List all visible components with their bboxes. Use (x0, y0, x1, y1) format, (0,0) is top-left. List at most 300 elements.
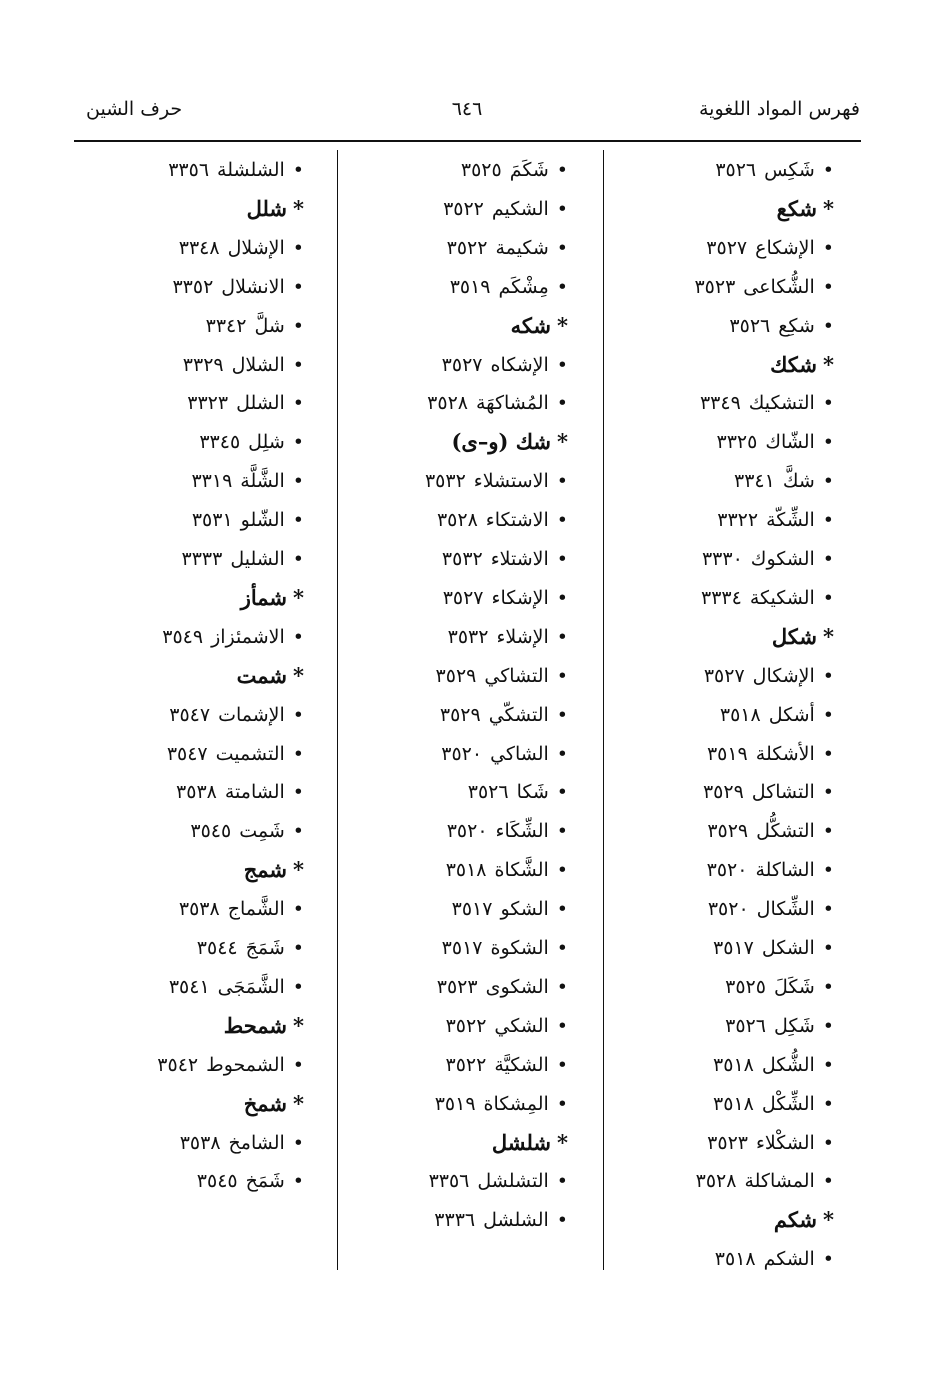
index-entry (703, 774, 834, 810)
bullet-marker: • (292, 975, 304, 998)
root-word: شمج (243, 857, 288, 883)
entry-word: الإشكاع (755, 236, 815, 259)
index-entry (206, 308, 304, 344)
bullet-marker: • (822, 275, 834, 298)
bullet-marker: • (822, 859, 834, 882)
index-entry (429, 1163, 568, 1199)
entry-number: ٣٥٣٨ (176, 781, 217, 804)
index-entry (190, 813, 304, 849)
entry-word: الشكْلاء (756, 1131, 815, 1154)
star-marker: * (293, 584, 304, 610)
entry-number: ٣٥٣٨ (178, 898, 220, 921)
bullet-marker: • (822, 509, 834, 532)
column-divider (337, 150, 338, 1270)
index-entry (182, 541, 304, 577)
index-entry (172, 269, 304, 305)
entry-number: ٣٥٤٥ (196, 1170, 238, 1193)
entry-number: ٣٥٢٣ (707, 1131, 748, 1154)
entry-word: التشكُّل (756, 820, 815, 843)
entry-word: شَكَمَ (509, 159, 549, 181)
index-entry (729, 308, 834, 344)
bullet-marker: • (292, 1131, 304, 1154)
entry-number: ٣٥٢٦ (715, 159, 757, 181)
index-entry (176, 774, 304, 810)
entry-word: التشلشل (477, 1170, 549, 1193)
index-entry (179, 891, 304, 927)
entry-number: ٣٣٢٩ (182, 353, 224, 376)
root-word: شكك (770, 351, 818, 377)
entry-number: ٣٥٢٩ (702, 781, 744, 804)
entry-word: الشُّكاعى (743, 275, 815, 298)
entry-word: الشلشل (483, 1209, 549, 1232)
bullet-marker: • (556, 470, 568, 493)
index-entry (169, 969, 304, 1005)
root-word: شمت (236, 662, 288, 688)
bullet-marker: • (556, 820, 568, 843)
index-entry (717, 502, 834, 538)
entry-number: ٣٥١٨ (713, 1092, 754, 1115)
bullet-marker: • (556, 275, 568, 298)
index-entry (702, 541, 834, 577)
entry-number: ٣٥٤٤ (196, 937, 238, 959)
entry-word: الشلشلة (217, 159, 285, 181)
entry-word: الاشتكاء (485, 509, 549, 532)
star-marker: * (557, 312, 568, 338)
bullet-marker: • (292, 470, 304, 493)
bullet-marker: • (556, 859, 568, 882)
entry-number: ٣٣٣٠ (701, 548, 743, 570)
index-entry (442, 930, 568, 966)
index-entry (169, 697, 304, 733)
bullet-marker: • (556, 703, 568, 726)
header-rule (74, 140, 861, 142)
entry-number: ٣٥٢٠ (446, 820, 488, 843)
section-title: فهرس المواد اللغوية (698, 98, 860, 120)
index-entry (192, 502, 304, 538)
index-entry (704, 658, 834, 694)
entry-number: ٣٥٢٩ (707, 820, 749, 843)
entry-number: ٣٥٢٢ (445, 1053, 487, 1076)
entry-word: التشكيك (748, 392, 815, 415)
bullet-marker: • (292, 742, 304, 765)
entry-number: ٣٥٢٢ (445, 1014, 487, 1037)
bullet-marker: • (292, 392, 304, 415)
entry-word: الشِّكال (756, 898, 815, 921)
entry-number: ٣٥٣٢ (447, 625, 489, 648)
index-entry (437, 502, 568, 538)
entry-word: المِشكاة (483, 1092, 549, 1115)
entry-number: ٣٥٢٠ (707, 898, 749, 921)
bullet-marker: • (292, 703, 304, 726)
bullet-marker: • (556, 392, 568, 415)
entry-number: ٣٥١٩ (434, 1092, 476, 1115)
entry-number: ٣٥٣٨ (179, 1131, 221, 1154)
entry-number: ٣٥٢٠ (706, 859, 748, 882)
entry-number: ٣٥٢٩ (439, 703, 481, 726)
index-entry (157, 1047, 304, 1083)
entry-number: ٣٣٤٥ (199, 431, 241, 454)
bullet-marker: • (556, 159, 568, 181)
bullet-marker: • (556, 781, 568, 804)
star-marker: * (293, 662, 304, 688)
root-heading (244, 1086, 304, 1122)
star-marker: * (823, 195, 834, 221)
entry-word: الشكوك (750, 548, 815, 570)
bullet-marker: • (822, 1170, 834, 1193)
index-entry (437, 969, 568, 1005)
root-heading (774, 1202, 834, 1238)
bullet-marker: • (292, 431, 304, 454)
entry-number: ٣٥٢٦ (729, 314, 771, 337)
entry-number: ٣٥٤٥ (190, 820, 232, 843)
bullet-marker: • (822, 703, 834, 726)
index-entry (734, 463, 834, 499)
index-entry (434, 1202, 568, 1238)
entry-number: ٣٥٢٨ (427, 392, 468, 415)
entry-word: الشَّماج (227, 898, 285, 921)
entry-word: الاشمئزاز (211, 625, 285, 648)
entry-word: شلِل (248, 431, 285, 454)
entry-number: ٣٣٥٢ (172, 275, 214, 298)
root-word: شلل (246, 195, 288, 221)
entry-number: ٣٥٢٥ (725, 975, 766, 998)
entry-word: شكِع (778, 314, 815, 337)
index-entry (707, 736, 834, 772)
index-entry (435, 1086, 568, 1122)
root-word: شكل (771, 623, 818, 649)
entry-word: الشَّمَجَى (217, 975, 285, 998)
entry-number: ٣٥٢٦ (467, 781, 509, 804)
entry-word: الشكم (763, 1248, 815, 1271)
entry-number: ٣٥٣٢ (424, 470, 466, 493)
entry-word: مِشْكَم (498, 275, 549, 298)
entry-word: التشميت (215, 742, 285, 765)
bullet-marker: • (822, 392, 834, 415)
index-entry (427, 385, 568, 421)
entry-word: الشِّكَاء (495, 820, 549, 843)
page-number: ٦٤٦ (451, 98, 483, 120)
bullet-marker: • (822, 1092, 834, 1115)
entry-word: الشلال (231, 353, 285, 376)
entry-number: ٣٥٣١ (191, 509, 233, 532)
entry-word: الأشكلة (755, 742, 815, 765)
bullet-marker: • (822, 1131, 834, 1154)
entry-word: التشاكل (751, 781, 815, 804)
entry-word: الشِّكّة (766, 509, 815, 532)
index-entry (720, 697, 834, 733)
star-marker: * (557, 1129, 568, 1155)
index-entry (442, 347, 568, 383)
index-entry (179, 230, 304, 266)
entry-word: الانشلال (221, 275, 285, 298)
entry-number: ٣٣٢٣ (187, 392, 229, 415)
entry-word: الإشكاء (491, 586, 549, 609)
entry-word: الشّاك (765, 431, 815, 454)
index-entry (713, 1086, 834, 1122)
entry-word: الشلل (236, 392, 285, 415)
entry-number: ٣٥١٧ (451, 898, 493, 921)
bullet-marker: • (292, 314, 304, 337)
root-heading (451, 424, 568, 460)
entry-number: ٣٥٢٨ (695, 1170, 737, 1193)
entry-number: ٣٥٤١ (168, 975, 210, 998)
root-word: شلشل (491, 1129, 552, 1155)
star-marker: * (823, 1207, 834, 1233)
entry-number: ٣٥١٨ (719, 703, 761, 726)
entry-word: شَكَلَ (773, 975, 815, 998)
bullet-marker: • (292, 236, 304, 259)
index-entry (443, 191, 568, 227)
bullet-marker: • (822, 1248, 834, 1271)
index-entry (708, 891, 834, 927)
entry-number: ٣٥٤٩ (162, 625, 204, 648)
index-entry (716, 424, 834, 460)
bullet-marker: • (822, 314, 834, 337)
index-entry (425, 463, 568, 499)
index-entry (199, 424, 304, 460)
entry-word: شَكِل (773, 1014, 815, 1037)
bullet-marker: • (822, 664, 834, 687)
index-entry (197, 1163, 304, 1199)
entry-word: شَمَجَ (245, 937, 285, 959)
bullet-marker: • (292, 820, 304, 843)
entry-word: الشكي (494, 1014, 549, 1037)
entry-number: ٣٥٢٢ (446, 236, 488, 259)
entry-number: ٣٥٢٦ (725, 1014, 766, 1037)
entry-word: الشُّكل (761, 1053, 815, 1076)
bullet-marker: • (292, 159, 304, 181)
entry-word: الشامخ (228, 1131, 285, 1154)
index-entry (713, 930, 834, 966)
index-entry (180, 1125, 304, 1161)
index-entry (707, 1125, 834, 1161)
bullet-marker: • (556, 586, 568, 609)
entry-number: ٣٥١٨ (714, 1248, 756, 1271)
bullet-marker: • (292, 1053, 304, 1076)
star-marker: * (293, 1090, 304, 1116)
root-word: شمأز (240, 584, 288, 610)
entry-word: شَمِت (239, 820, 285, 843)
root-heading (511, 308, 568, 344)
bullet-marker: • (822, 781, 834, 804)
star-marker: * (557, 429, 568, 455)
entry-number: ٣٥٤٧ (166, 742, 208, 765)
entry-word: شلَّ (254, 314, 285, 337)
root-heading (770, 347, 834, 383)
entry-number: ٣٥١٨ (713, 1053, 754, 1076)
bullet-marker: • (556, 353, 568, 376)
root-heading (244, 852, 304, 888)
root-heading (772, 619, 834, 655)
entry-word: الشكل (761, 937, 815, 959)
entry-number: ٣٣٤٩ (699, 392, 741, 415)
index-entry (696, 1163, 834, 1199)
bullet-marker: • (822, 937, 834, 959)
root-word: شكع (776, 195, 818, 221)
index-entry (162, 619, 304, 655)
root-word: شكه (510, 312, 552, 338)
index-entry (452, 891, 568, 927)
entry-word: التشاكي (484, 664, 549, 687)
index-entry (715, 152, 834, 188)
entry-number: ٣٣٣٦ (434, 1209, 476, 1232)
chapter-title: حرف الشين (86, 98, 183, 120)
bullet-marker: • (292, 548, 304, 570)
entry-word: الشكو (500, 898, 549, 921)
entry-word: الشامتة (224, 781, 285, 804)
entry-number: ٣٥٢٨ (436, 509, 478, 532)
index-entry (446, 1008, 568, 1044)
index-entry (443, 580, 568, 616)
entry-word: شكَّ (782, 470, 815, 493)
bullet-marker: • (292, 275, 304, 298)
bullet-marker: • (292, 625, 304, 648)
root-word: شمحط (223, 1012, 288, 1038)
entry-number: ٣٣٣٤ (701, 586, 742, 609)
index-entry (440, 697, 568, 733)
entry-number: ٣٣٥٦ (428, 1170, 470, 1193)
entry-word: الاستشلاء (473, 470, 549, 493)
index-entry (700, 385, 834, 421)
index-entry (725, 969, 834, 1005)
entry-word: الشاكي (490, 742, 549, 765)
index-entry (715, 1241, 834, 1277)
bullet-marker: • (822, 470, 834, 493)
entry-word: الإشمات (218, 703, 285, 726)
entry-number: ٣٥٤٧ (169, 703, 211, 726)
bullet-marker: • (556, 1053, 568, 1076)
entry-number: ٣٥٢٢ (443, 197, 484, 220)
index-entry (713, 1047, 834, 1083)
entry-word: الشكوى (485, 975, 549, 998)
entry-number: ٣٥٢٩ (435, 664, 477, 687)
index-entry (183, 347, 304, 383)
bullet-marker: • (556, 937, 568, 959)
entry-number: ٣٥٢٠ (441, 742, 483, 765)
index-entry (447, 813, 568, 849)
index-entry (436, 658, 568, 694)
entry-word: الشكيم (491, 197, 549, 220)
entry-word: شَكِس (764, 159, 815, 181)
entry-number: ٣٥٢٧ (441, 353, 483, 376)
root-heading (777, 191, 834, 227)
bullet-marker: • (556, 236, 568, 259)
entry-number: ٣٣٢٥ (716, 431, 758, 454)
entry-number: ٣٣٢٢ (717, 509, 759, 532)
entry-number: ٣٥١٧ (713, 937, 754, 959)
bullet-marker: • (556, 1209, 568, 1232)
entry-word: الإشلال (227, 236, 285, 259)
bullet-marker: • (822, 1014, 834, 1037)
index-entry (448, 619, 568, 655)
bullet-marker: • (822, 236, 834, 259)
index-entry (707, 813, 834, 849)
root-heading (224, 1008, 304, 1044)
bullet-marker: • (292, 898, 304, 921)
column-divider (603, 150, 604, 1270)
index-entry (694, 269, 834, 305)
bullet-marker: • (556, 197, 568, 220)
index-entry (461, 152, 568, 188)
entry-number: ٣٥٤٢ (157, 1053, 199, 1076)
entry-number: ٣٣٤٢ (205, 314, 247, 337)
entry-word: الإشكاه (490, 353, 549, 376)
index-entry (707, 852, 834, 888)
star-marker: * (823, 623, 834, 649)
index-entry (725, 1008, 834, 1044)
bullet-marker: • (292, 353, 304, 376)
star-marker: * (293, 857, 304, 883)
bullet-marker: • (292, 781, 304, 804)
bullet-marker: • (822, 975, 834, 998)
bullet-marker: • (822, 586, 834, 609)
entry-word: الإشكال (752, 664, 815, 687)
entry-number: ٣٥١٩ (706, 742, 748, 765)
entry-word: شَمَخ (245, 1170, 285, 1193)
bullet-marker: • (292, 509, 304, 532)
entry-number: ٣٥١٧ (441, 937, 483, 959)
entry-number: ٣٣١٩ (191, 470, 233, 493)
star-marker: * (823, 351, 834, 377)
bullet-marker: • (556, 509, 568, 532)
entry-word: الشَّلَّة (240, 470, 285, 493)
bullet-marker: • (822, 820, 834, 843)
entry-number: ٣٣٤٨ (178, 236, 220, 259)
bullet-marker: • (556, 625, 568, 648)
bullet-marker: • (556, 898, 568, 921)
root-word: شك (و–ى) (451, 429, 552, 455)
bullet-marker: • (556, 742, 568, 765)
entry-word: المُشاكهَة (476, 392, 549, 415)
index-entry (447, 230, 568, 266)
root-word: شكم (773, 1207, 818, 1233)
root-heading (492, 1125, 568, 1161)
page-header (74, 98, 860, 138)
bullet-marker: • (292, 937, 304, 959)
index-entry (191, 463, 304, 499)
entry-number: ٣٥٢٣ (694, 275, 736, 298)
entry-word: الشكوة (490, 937, 549, 959)
root-heading (241, 580, 304, 616)
index-entry (446, 852, 568, 888)
entry-number: ٣٥٢٧ (706, 236, 748, 259)
bullet-marker: • (556, 1170, 568, 1193)
entry-word: الشاكلة (755, 859, 815, 882)
entry-number: ٣٥٣٢ (441, 548, 483, 570)
entry-word: الشمحوط (206, 1053, 285, 1076)
entry-word: الشّلو (240, 509, 285, 532)
bullet-marker: • (292, 1170, 304, 1193)
entry-word: الشَّكاة (494, 859, 549, 882)
bullet-marker: • (556, 664, 568, 687)
root-word: شمخ (243, 1090, 288, 1116)
bullet-marker: • (822, 742, 834, 765)
bullet-marker: • (556, 548, 568, 570)
index-entry (450, 269, 568, 305)
index-entry (168, 152, 304, 188)
entry-word: الشِّكْل (761, 1092, 815, 1115)
bullet-marker: • (822, 159, 834, 181)
index-entry (446, 1047, 568, 1083)
entry-number: ٣٥٢٣ (436, 975, 478, 998)
entry-word: التشكّي (488, 703, 549, 726)
entry-number: ٣٥١٩ (449, 275, 491, 298)
entry-number: ٣٥٢٥ (460, 159, 502, 181)
bullet-marker: • (822, 431, 834, 454)
star-marker: * (293, 195, 304, 221)
entry-word: الشليل (230, 548, 285, 570)
entry-word: الشكيكة (749, 586, 815, 609)
